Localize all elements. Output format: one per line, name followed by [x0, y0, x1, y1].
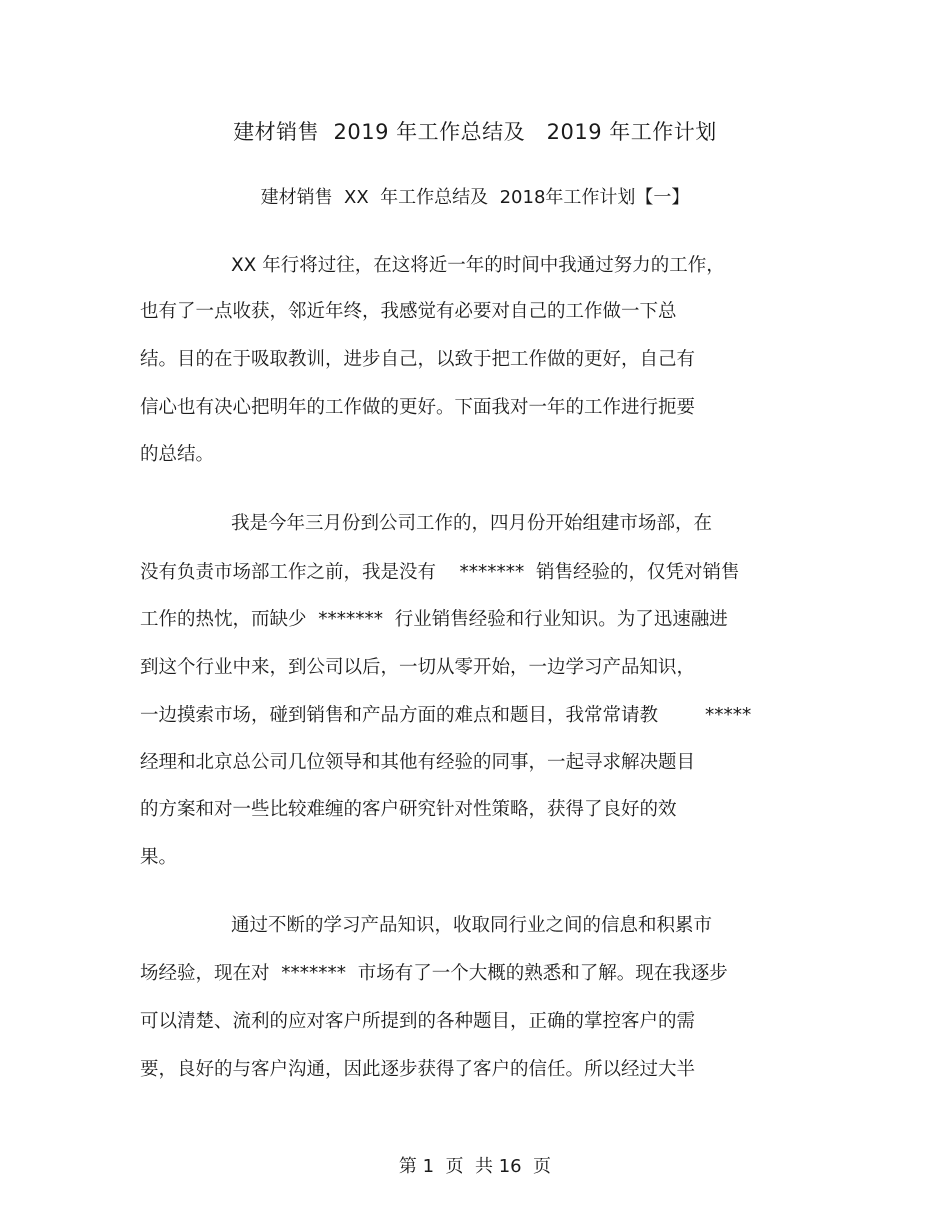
paragraph-2-line-8: 果。 — [140, 847, 178, 868]
paragraph-1-line-5: 的总结。 — [140, 444, 215, 465]
paragraph-2-line-5: 一边摸索市场，碰到销售和产品方面的难点和题目，我常常请教 ***** — [140, 705, 752, 726]
paragraph-1-line-4: 信心也有决心把明年的工作做的更好。下面我对一年的工作进行扼要 — [140, 397, 696, 418]
paragraph-2-line-6: 经理和北京总公司几位领导和其他有经验的同事，一起寻求解决题目 — [140, 752, 696, 773]
document-subtitle: 建材销售 XX 年工作总结及 2018年工作计划【一】 — [260, 187, 690, 208]
paragraph-1-line-3: 结。目的在于吸取教训，进步自己，以致于把工作做的更好，自己有 — [140, 349, 696, 370]
paragraph-2-line-2: 没有负责市场部工作之前，我是没有 ******* 销售经验的，仅凭对销售 — [140, 562, 740, 583]
paragraph-2-line-4: 到这个行业中来，到公司以后，一切从零开始，一边学习产品知识， — [140, 657, 696, 678]
paragraph-3-line-2: 场经验，现在对 ******* 市场有了一个大概的熟悉和了解。现在我逐步 — [140, 963, 728, 984]
paragraph-3-line-4: 要，良好的与客户沟通，因此逐步获得了客户的信任。所以经过大半 — [140, 1059, 696, 1080]
paragraph-2-line-1: 我是今年三月份到公司工作的，四月份开始组建市场部，在 — [231, 513, 713, 534]
paragraph-1-line-2: 也有了一点收获，邻近年终，我感觉有必要对自己的工作做一下总 — [140, 301, 677, 322]
paragraph-2-line-3: 工作的热忱，而缺少 ******* 行业销售经验和行业知识。为了迅速融进 — [140, 609, 728, 630]
paragraph-1-line-1: XX 年行将过往，在这将近一年的时间中我通过努力的工作， — [231, 255, 725, 276]
paragraph-3-line-3: 可以清楚、流利的应对客户所提到的各种题目，正确的掌控客户的需 — [140, 1011, 696, 1032]
document-title: 建材销售 2019 年工作总结及 2019 年工作计划 — [233, 120, 717, 144]
paragraph-2-line-7: 的方案和对一些比较难缠的客户研究针对性策略，获得了良好的效 — [140, 799, 677, 820]
paragraph-3-line-1: 通过不断的学习产品知识，收取同行业之间的信息和积累市 — [231, 915, 713, 936]
page-number-footer: 第 1 页 共 16 页 — [398, 1156, 552, 1177]
